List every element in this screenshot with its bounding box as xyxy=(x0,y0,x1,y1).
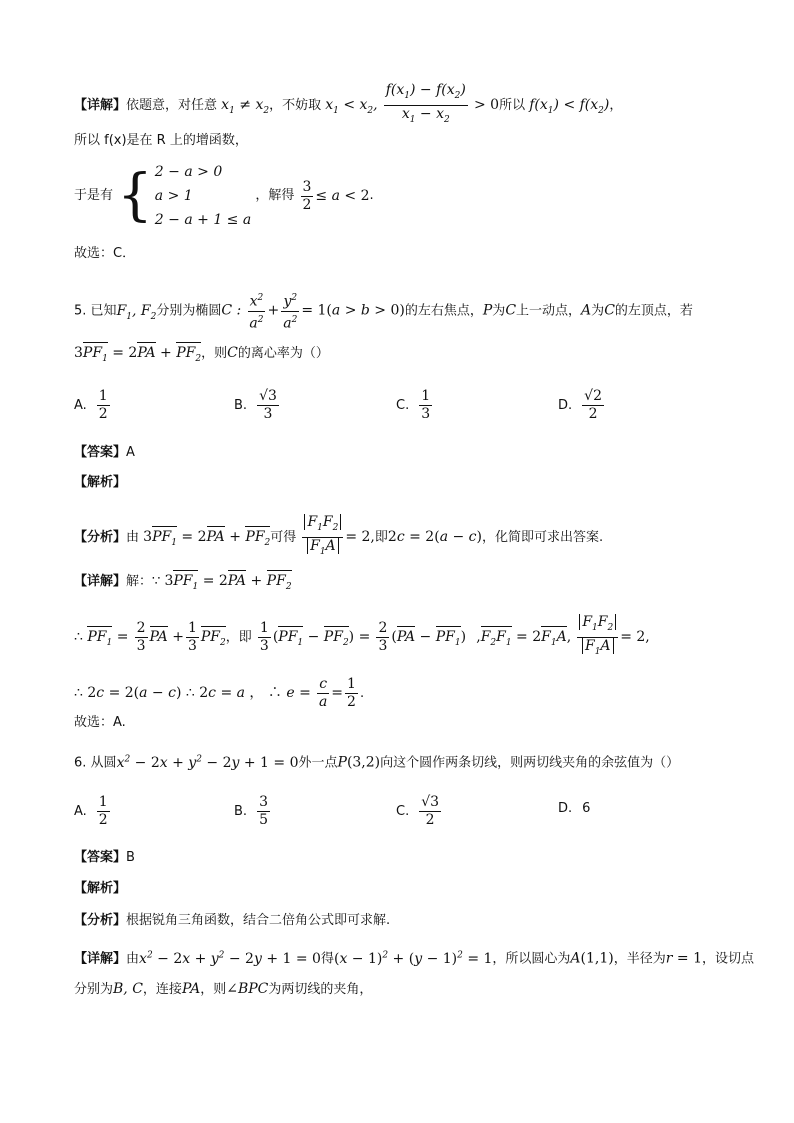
option-c[interactable]: C. $\frac{√3}{2}$ xyxy=(396,794,440,828)
math: $f(x_1) < f(x_2)$ xyxy=(529,96,610,116)
math: > 0 xyxy=(474,96,500,113)
answer-value: A xyxy=(126,445,135,460)
choice-line: 故选：C． xyxy=(74,246,136,261)
answer-line: 【答案】A xyxy=(74,445,135,460)
line-detail-1: 【详解】依题意，对任意 $x_1 \ne x_2$，不妨取 $x_1 < x_2$, $\frac{f(x_1) - f(x_2)}{x_1 - x_2}$ > 0所以 $f(x_1) < f(x_2)$， xyxy=(74,82,622,129)
analysis-heading: 【解析】 xyxy=(74,475,127,490)
option-c[interactable]: C. $\frac{1}{3}$ xyxy=(396,388,431,422)
option-b[interactable]: B. $\frac{√3}{3}$ xyxy=(234,388,277,422)
math-fraction: $\frac{x^2}{a^2}$ xyxy=(247,290,265,332)
choice-line: 故选：A. xyxy=(74,715,126,730)
question-5-stem: 5. 已知$F_1$, $F_2$分别为椭圆C : $\frac{x^2}{a^2}$ + $\frac{y^2}{a^2}$ = 1(a > b > 0)的左右焦点，P为C上一动点，A为C的左顶点，若 xyxy=(74,290,693,332)
math-fraction: $\frac{3}{2}$ xyxy=(302,178,312,213)
answer-value: B xyxy=(126,850,135,865)
option-b[interactable]: B. $\frac{3}{5}$ xyxy=(234,794,268,828)
question-6-stem: 6. 从圆$x^2 - 2x + y^2 - 2y + 1 = 0$外一点P(3,2)向这个圆作两条切线，则两切线夹角的余弦值为（） xyxy=(74,754,680,771)
option-d[interactable]: D. 6 xyxy=(558,801,591,816)
math-fraction: $\frac{f(x_1) - f(x_2)}{x_1 - x_2}$ xyxy=(385,82,466,125)
question-number: 5. xyxy=(74,303,87,319)
detail-line-1: 【详解】解：∵ $3PF_1 = 2PA + PF_2$ xyxy=(74,572,292,596)
math: $x_1 < x_2$, xyxy=(325,96,378,116)
math-fraction: $\frac{y^2}{a^2}$ xyxy=(281,290,299,332)
detail-line-2: 分别为B, C，连接PA，则∠BPC为两切线的夹角， xyxy=(74,981,373,997)
question-5-stem-2: $3PF_1 = 2PA + PF_2$，则C的离心率为（） xyxy=(74,344,329,368)
line-increasing: 所以 f(x)是在 R 上的增函数， xyxy=(74,133,248,148)
equation-system: { 2 − a > 0 a > 1 2 − a + 1 ≤ a xyxy=(117,163,252,228)
math-fraction: $\frac{F_1F_2}{F_1A}$ xyxy=(302,514,343,561)
answer-line: 【答案】B xyxy=(74,850,135,865)
detail-line-1: 【详解】由$x^2 - 2x + y^2 - 2y + 1 = 0$得$(x - 1)^2 + (y - 1)^2 = 1$，所以圆心为A(1,1)，半径为r = 1，设切点 xyxy=(74,950,755,967)
option-a[interactable]: A. $\frac{1}{2}$ xyxy=(74,388,108,422)
option-a[interactable]: A. $\frac{1}{2}$ xyxy=(74,794,108,828)
analysis-line: 【分析】由 $3PF_1 = 2PA + PF_2$可得 $\frac{F_1F_2}{F_1A}$ = 2,即2c = 2(a − c)，化简即可求出答案. xyxy=(74,514,603,561)
analysis-line: 【分析】根据锐角三角函数，结合二倍角公式即可求解. xyxy=(74,913,391,928)
detail-line-2: ∴ $PF_1$ = $\frac{2}{3}$ PA + $\frac{1}{3}$ $PF_2$，即 $\frac{1}{3}$ $(PF_1 - PF_2)$ = $\frac{2}{3}$ $(PA - PF_1)$ $,F_2F_1 = 2F_1A$, $\frac{F_1F_2}{F_1A}$ = 2, xyxy=(74,614,650,657)
math: $x_1 \ne x_2$ xyxy=(221,96,270,116)
detail-line-3: ∴ 2c = 2(a − c) ∴ 2c = a ， ∴ e = $\frac{c}{a}$ = $\frac{1}{2}$ . xyxy=(74,676,365,710)
option-d[interactable]: D. $\frac{√2}{2}$ xyxy=(558,388,602,422)
line-system: 于是有 { 2 − a > 0 a > 1 2 − a + 1 ≤ a ，解得 $\frac{3}{2}$ ≤ a < 2. xyxy=(74,160,374,232)
analysis-heading: 【解析】 xyxy=(74,881,127,896)
section-tag: 【详解】 xyxy=(74,97,127,113)
question-number: 6. xyxy=(74,755,87,771)
